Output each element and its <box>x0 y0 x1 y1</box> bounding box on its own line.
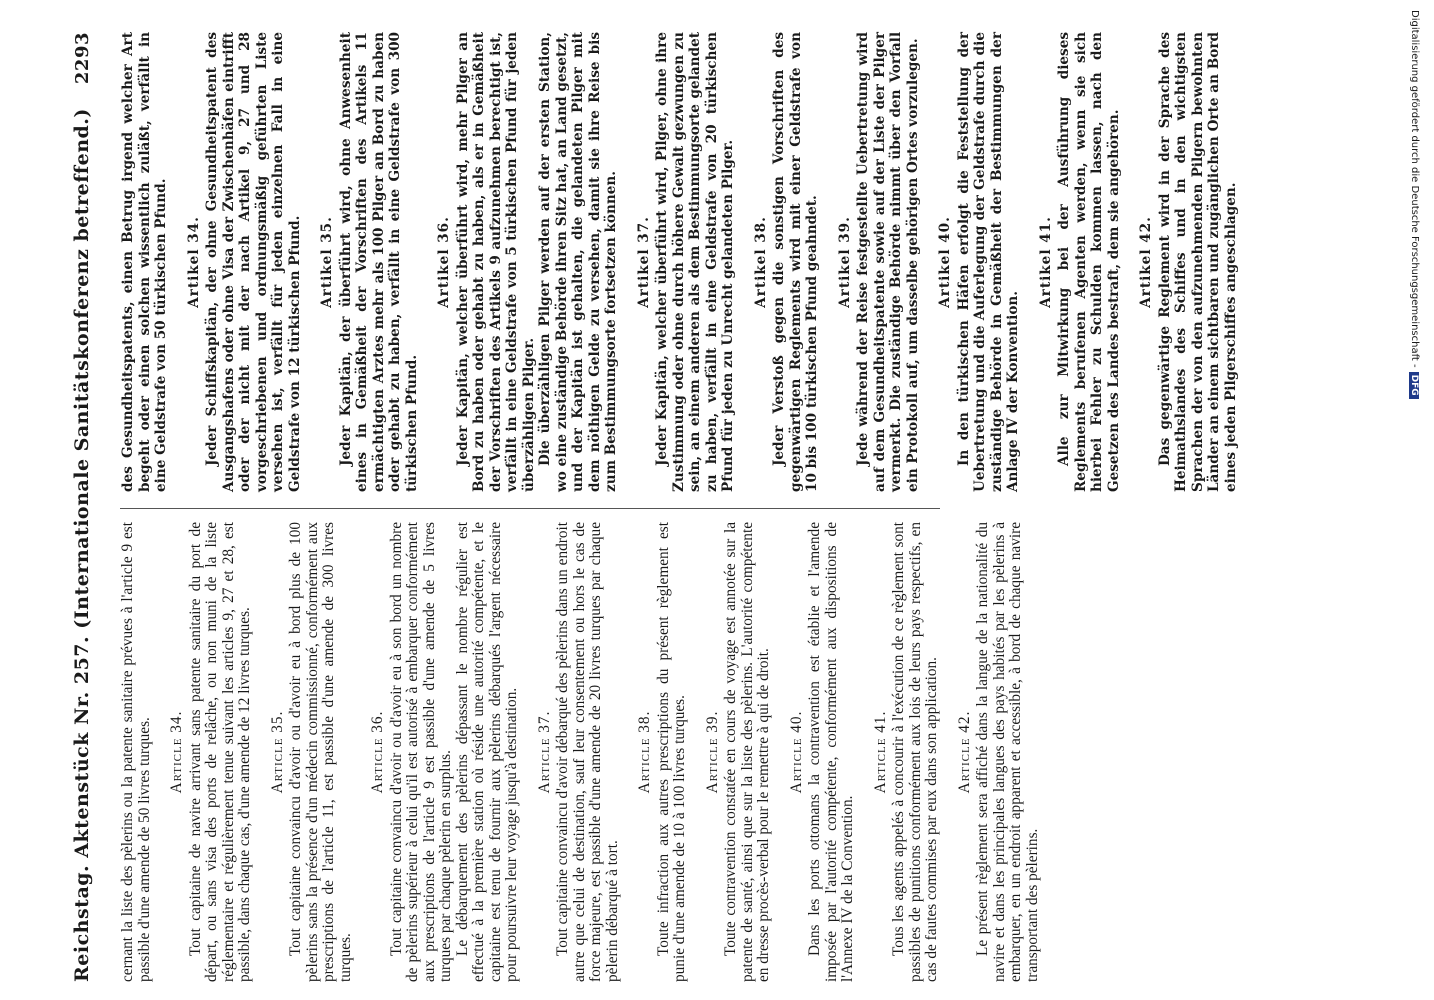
article-paragraph: Tout capitaine de navire arrivant sans patente sanitaire du port de départ, ou sans visa des ports de relâche, ou non muni de la liste réglementaire et régulièrement tenue suivant les articles 9, 27 et 28, est passible, dans chaque cas, d'une amende de 12 livres turques. <box>186 522 253 982</box>
header-title: Reichstag. Aktenstück Nr. 257. (Internationale Sanitätskonferenz betreffend.) <box>71 108 93 982</box>
article-paragraph: Jeder Kapitän, welcher überführt wird, Pilger, ohne ihre Zustimmung oder ohne durch höhere Gewalt gezwungen zu sein, an einem anderen als dem Bestimmungsorte gelandet zu haben, verfällt in eine Geldstrafe von 20 türkischen Pfund für jeden zu Unrecht gelandeten Pilger. <box>654 32 736 492</box>
article-heading: Article 35. <box>268 710 286 794</box>
rotated-page <box>62 32 1302 982</box>
page-number: 2293 <box>71 32 93 85</box>
digitization-note <box>1408 10 1420 1000</box>
article-heading: Article 40. <box>787 710 805 794</box>
article-paragraph: In den türkischen Häfen erfolgt die Feststellung der Uebertretung und die Auferlegung der Geldstrafe durch die zuständige Behörde in Gemäßheit der Bestimmungen der Anlage IV der Konvention. <box>955 32 1021 492</box>
article-paragraph: Alle zur Mitwirkung bei der Ausführung dieses Reglements berufenen Agenten werden, wenn sie sich hierbei Fehler zu Schulden kommen lassen, nach den Gesetzen des Landes bestraft, dem sie angehören. <box>1056 32 1122 492</box>
article-heading: Article 38. <box>636 710 653 794</box>
dfg-logo: DFG <box>1409 372 1419 399</box>
article-paragraph: Tout capitaine convaincu d'avoir débarqué des pèlerins dans un endroit autre que celui de destination, sauf leur consentement ou hors le cas de force majeure, est passible d'une amende de 20 livres turques par chaque pèlerin débarqué à tort. <box>554 522 621 982</box>
intro-paragraph: cernant la liste des pèlerins ou la patente sanitaire prévues à l'article 9 est passible d'une amende de 50 livres turques. <box>119 522 153 982</box>
article-heading: Article 34. <box>168 710 185 794</box>
french-column <box>120 522 1041 982</box>
article-heading: Article 37. <box>535 710 553 794</box>
article-paragraph: Dans les ports ottomans la contravention est établie et l'amende imposée par l'autorité compétente, conformément aux dispositions de l'Annexe IV de la Convention. <box>806 522 856 982</box>
article-heading: Article 36. <box>369 710 386 794</box>
article-heading: Artikel 39. <box>836 216 853 308</box>
article-heading: Artikel 34. <box>185 216 202 308</box>
intro-paragraph: des Gesundheitspatents, einen Betrug irgend welcher Art begeht oder einen solchen wissentlich zuläßt, verfällt in eine Geldstrafe von 50 türkischen Pfund. <box>120 32 169 492</box>
digitization-text: Digitalisierung gefördert durch die Deutsche Forschungsgemeinschaft - <box>1409 10 1420 368</box>
article-paragraph: Jeder Kapitän, welcher überführt wird, mehr Pilger an Bord zu haben oder gehabt zu haben, als er in Gemäßheit der Vorschriften des Artikels 9 aufzunehmen berechtigt ist, verfällt in eine Geldstrafe von 5 türkischen Pfund für jeden überzähligen Pilger. <box>454 32 537 492</box>
article-heading: Artikel 38. <box>752 216 769 308</box>
article-heading: Artikel 35. <box>319 216 335 308</box>
article-heading: Article 42. <box>955 710 973 794</box>
article-paragraph: Jeder Schiffskapitän, der ohne Gesundheitspatent des Ausgangshafens oder ohne Visa der Zwischenhäfen eintrifft oder der nicht mit der nach Artikel 9, 27 und 28 vorgeschriebenen und ordnungsmäßig geführten Liste versehen ist, verfällt für jeden einzelnen Fall in eine Geldstrafe von 12 türkischen Pfund. <box>204 32 303 492</box>
article-paragraph: Jeder Verstoß gegen die sonstigen Vorschriften des gegenwärtigen Reglements wird mit einer Geldstrafe von 10 bis 100 türkischen Pfund geahndet. <box>771 32 820 492</box>
article-heading: Artikel 36. <box>436 216 452 308</box>
article-heading: Artikel 41. <box>1037 216 1054 308</box>
article-paragraph: Tout capitaine convaincu d'avoir ou d'avoir eu à son bord un nombre de pèlerins supérieur à celui qu'il est autorisé à embarquer conformément aux prescriptions de l'article 9 est passible d'une amende de 5 livres turques par chaque pèlerin en surplus. <box>387 522 454 982</box>
article-heading: Artikel 42. <box>1138 216 1154 308</box>
article-paragraph: Le débarquement des pèlerins dépassant le nombre régulier est effectué à la première station où réside une autorité compétente, et le capitaine est tenu de fournir aux pèlerins débarqués l'argent nécessaire pour poursuivre leur voyage jusqu'à destination. <box>453 522 520 982</box>
article-paragraph: Tout capitaine convaincu d'avoir ou d'avoir eu à bord plus de 100 pèlerins sans la présence d'un médecin commissionné, conformément aux prescriptions de l'article 11, est passible d'une amende de 300 livres turques. <box>287 522 354 982</box>
article-paragraph: Tous les agents appelés à concourir à l'exécution de ce règlement sont passibles de punitions conformément aux lois de leurs pays respectifs, en cas de fautes commises par eux dans son application. <box>890 522 940 982</box>
page-header <box>62 32 102 982</box>
article-paragraph: Toute contravention constatée en cours de voyage est annotée sur la patente de santé, ainsi que sur la liste des pèlerins. L'autorité compétente en dresse procès-verbal pour le remettre à qui de droit. <box>722 522 772 982</box>
article-paragraph: Das gegenwärtige Reglement wird in der Sprache des Heimathslandes des Schiffes und in den wichtigsten Sprachen der von den aufzunehmenden Pilgern bewohnten Länder an einem sichtbaren und zugänglichen Orte an Bord eines jeden Pilgerschiffes angeschlagen. <box>1156 32 1239 492</box>
article-heading: Artikel 37. <box>635 216 652 308</box>
article-heading: Article 39. <box>703 710 721 794</box>
article-paragraph: Toute infraction aux autres prescriptions du présent règlement est punie d'une amende de 10 à 100 livres turques. <box>654 522 688 982</box>
german-column <box>120 32 1239 492</box>
article-paragraph: Die überzähligen Pilger werden auf der ersten Station, wo eine zuständige Behörde ihren Sitz hat, an Land gesetzt, und der Kapitän ist gehalten, die gelandeten Pilger mit dem nöthigen Gelde zu versehen, damit sie ihre Reise bis zum Bestimmungsorte fortsetzen können. <box>537 32 619 492</box>
article-heading: Article 41. <box>871 710 889 794</box>
article-heading: Artikel 40. <box>937 216 953 308</box>
article-paragraph: Jeder Kapitän, der überführt wird, ohne Anwesenheit eines in Gemäßheit der Vorschriften des Artikels 11 ermächtigten Arztes mehr als 100 Pilger an Bord zu haben oder gehabt zu haben, verfällt in eine Geldstrafe von 300 türkischen Pfund. <box>337 32 420 492</box>
column-divider <box>120 508 940 509</box>
article-paragraph: Le présent règlement sera affiché dans la langue de la nationalité du navire et dans les principales langues des pays habités par les pèlerins à embarquer, en un endroit apparent et accessible, à bord de chaque navire transportant des pèlerins. <box>974 522 1041 982</box>
article-paragraph: Jede während der Reise festgestellte Uebertretung wird auf dem Gesundheitspatente sowie auf der Liste der Pilger vermerkt. Die zuständige Behörde nimmt über den Vorfall ein Protokoll auf, um dasselbe gehörigen Ortes vorzulegen. <box>855 32 921 492</box>
